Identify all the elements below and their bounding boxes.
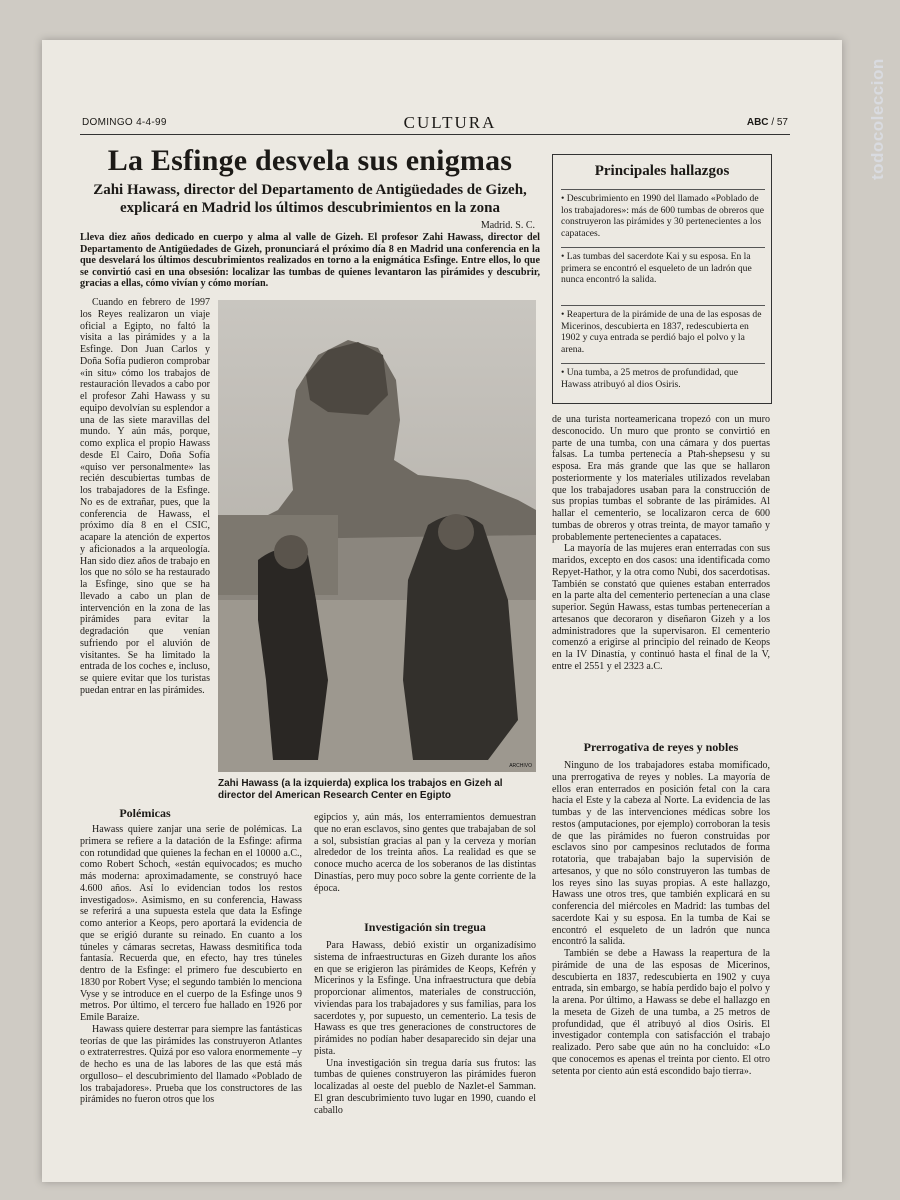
sidebar-divider [561, 189, 765, 190]
watermark-logo: todocoleccion [868, 58, 887, 180]
column-middle-lower [314, 940, 536, 1116]
photo-caption: Zahi Hawass (a la izquierda) explica los trabajos en Gizeh al director del American Research Center en Egipto [218, 778, 503, 801]
sidebar-title: Principales hallazgos [594, 163, 730, 179]
issue-date: DOMINGO 4-4-99 [82, 117, 167, 128]
polemicas-paragraph-1: Hawass quiere zanjar una serie de polémicas. La primera se refiere a la datación de la Esfinge: afirma con rotundidad que quienes la fechan en el 10000 a.C., como Robert Schoch, «están equivocados; es mucho más moderna: aproximadamente, se construyó hace 4.600 años. Así lo evidencian todos los restos investigados». Asimismo, en su conferencia, Hawass se referirá a una supuesta estela que data la Esfinge como anterior a Keops, pero aportará la evidencia de que se erigió durante su reinado. En cuanto a los túneles y cámaras secretas, Hawass desmitifica toda fantasía. Recuerda que, en efecto, hay tres túneles dentro de la Esfinge: el primero fue descubierto en 1830 por Robert Vyse; el segundo también lo menciona Vyse y se introduce en el cuerpo de la Esfinge unos 9 metros. Por último, el tercero fue hallado en 1926 por Emile Baraize. [80, 824, 302, 1023]
right-paragraph-1: de una turista norteamericana tropezó con un muro desconocido. Un muro que pronto se convirtió en parte de una tumba, con una cámara y dos puertas falsas. La tumba pertenecía a Ptah-shepsesu y su esposa. Era más grande que las que se hallaron posteriormente y los materiales utilizados revelaban que los trabajadores usaban para la construcción de sus propias tumbas el sobrante de las pirámides. Al hallar el cementerio, se localizaron cerca de 600 tumbas de obreros y otras treinta, de mayor tamaño y probablemente pertenecientes a capataces. [552, 414, 770, 543]
subhead-prerrogativa: Prerrogativa de reyes y nobles [583, 740, 739, 754]
sidebar-divider [561, 247, 765, 248]
header-rule [80, 134, 790, 135]
column-intro [80, 297, 210, 697]
sidebar-box [552, 154, 772, 404]
sidebar-item: • Las tumbas del sacerdote Kai y su esposa. En la primera se encontró el esqueleto de un ladrón que nunca encontró la salida. [561, 251, 752, 286]
lead-paragraph: Lleva diez años dedicado en cuerpo y alma al valle de Gizeh. El profesor Zahi Hawass, director del Departamento de Antigüedades de Gizeh, pronunciará el próximo día 8 en Madrid una conferencia en la que desvelará los últimos descubrimientos realizados en torno a la enigmática Esfinge. Entre ellos, lo que se convirtió casi en una obsesión: localizar las tumbas de quienes levantaron las pirámides y descubrir, gracias a ellas, cómo vivían y cómo morían. [80, 232, 540, 290]
middle-paragraph-2: Para Hawass, debió existir un organizadísimo sistema de infraestructuras en Gizeh durante los años en que se erigieron las pirámides de Keops, Kefrén y Micerinos y la Esfinge. Una infraestructura que debía proporcionar alimentos, materiales de construcción, viviendas para los trabajadores y sus familias, para los sacerdotes y, por supuesto, un cementerio. La tesis de Hawass es que tres generaciones de constructores de pirámides no podían haber desaparecido sin dejar una pista. [314, 940, 536, 1057]
sidebar-item: • Descubrimiento en 1990 del llamado «Poblado de los trabajadores»: más de 600 tumbas de obreros que construyeron las pirámides y 30 pertenecientes a los capataces. [561, 193, 765, 239]
subheadline: Zahi Hawass, director del Departamento de Antigüedades de Gizeh, explicará en Madrid los últimos descubrimientos en la zona [93, 182, 527, 216]
column-right [552, 414, 770, 673]
article-photo [218, 300, 536, 772]
headline: La Esfinge desvela sus enigmas [107, 144, 513, 177]
section-title: CULTURA [403, 113, 497, 132]
sidebar-item: • Una tumba, a 25 metros de profundidad, que Hawass atribuyó al dios Osiris. [561, 367, 739, 390]
sidebar-divider [561, 363, 765, 364]
brand-name: ABC [746, 117, 769, 128]
subhead-investigacion: Investigación sin tregua [364, 920, 486, 934]
photo-credit: ARCHIVO [509, 763, 532, 769]
right-paragraph-3: Ninguno de los trabajadores estaba momificado, una prerrogativa de reyes y nobles. La mayoría de ellos eran enterrados en posición fetal con la cara hacia el Este y la cabeza al Norte. La evidencia de las tumbas y de las intervenciones médicas sobre los restos (amputaciones, por ejemplo) corroboran la tesis de que las pirámides no fueron construidas por esclavos sino por campesinos reclutados de forma rotatoria, que trabajaban bajo la supervisión de artesanos, y que no sólo construyeron las tumbas de los reyes sino las suyas propias. A este hallazgo, Hawass une otros tres, que también explicará en su conferencia del miércoles en Madrid: las tumbas del sacerdote Kai y su esposa. En la tumba de Kai se encontró el esqueleto de un ladrón que nunca encontró la salida. [552, 760, 770, 948]
column-polemicas [80, 824, 302, 1106]
polemicas-paragraph-2: Hawass quiere desterrar para siempre las fantásticas teorías de que las pirámides las construyeron Atlantes o extraterrestres. Quizá por eso valora enormemente –y de hecho es una de las labores de las que está más orgulloso– el descubrimiento del llamado «Poblado de los trabajadores». Prueba que los constructores de las pirámides no fueron otros que los [80, 1023, 302, 1106]
sphinx-photo-illustration [218, 300, 536, 772]
sidebar-divider [561, 305, 765, 306]
right-paragraph-4: También se debe a Hawass la reapertura de la pirámide de una de las esposas de Micerinos, descubierta en 1837, redescubierta en 1902 y cuya entrada, sin embargo, se había perdido bajo el polvo y la arena. Por último, a Hawass se debe el hallazgo en la meseta de Gizeh de una tumba, a 25 metros de profundidad, que él atribuyó al dios Osiris. El investigador contempla con satisfacción el trabajo realizado. Pero sabe que aún no ha concluido: «Lo que conocemos es apenas el treinta por ciento. El otro setenta por ciento aún está escondido bajo tierra». [552, 948, 770, 1077]
byline: Madrid. S. C. [480, 220, 535, 231]
middle-paragraph-1: egipcios y, aún más, los enterramientos demuestran que no eran esclavos, sino gentes que trabajaban de sol a sol, subsistían gracias al pan y la cerveza y morían alrededor de los treinta años. La realidad es que se conoce mucho acerca de los soberanos de las distintas Dinastías, pero muy poco sobre la gente corriente de la época. [314, 812, 536, 894]
right-paragraph-2: La mayoría de las mujeres eran enterradas con sus maridos, excepto en dos casos: una identificada como Repyet-Hathor, y la otra como Nubi, dos sacerdotisas. También se constató que quienes estaban enterrados en la parte alta del cementerio pertenecían a una clase superior. Según Hawass, estas tumbas pertenecerían a artesanos que decoraron y diseñaron Gizeh y a los administradores que la supervisaron. El cementerio comenzó a erigirse al principio del reinado de Keops en la IV Dinastía, y continuó hasta el final de la V, entre el 2551 y el 2323 a.C. [552, 543, 770, 672]
sidebar-item: • Reapertura de la pirámide de una de las esposas de Micerinos, descubierta en 1837, redescubierta en 1902 y cuya entrada se perdió bajo el polvo y la arena. [561, 309, 762, 355]
page-label: / 57 [771, 117, 788, 128]
column-middle [314, 812, 536, 894]
page-number [747, 117, 788, 128]
subhead-polemicas: Polémicas [119, 806, 171, 820]
intro-paragraph: Cuando en febrero de 1997 los Reyes realizaron un viaje oficial a Egipto, no faltó la visita a las pirámides y a la Esfinge. Don Juan Carlos y Doña Sofía pudieron comprobar «in situ» cómo los trabajos de restauración llevados a cabo por el profesor Zahi Hawass y su equipo devolvían su esplendor a una de las siete maravillas del mundo. Y aún más, porque, como explica el propio Hawass desde El Cairo, Doña Sofía «quiso ver personalmente» las recién descubiertas tumbas de los trabajadores de la Esfinge. No es de extrañar, pues, que la conferencia de Hawass, el próximo día 8 en el CSIC, acapare la atención de expertos y aficionados a la arqueología. Han sido diez años de trabajo en los que no sólo se ha restaurado la Esfinge, sino que se ha llevado a cabo un plan de intervención en la zona de las pirámides para evitar la degradación que venían sufriendo por el aluvión de visitantes. Se ha limitado la entrada de los coches e, incluso, se quiere evitar que los turistas puedan entrar en las pirámides. [80, 297, 210, 696]
middle-paragraph-3: Una investigación sin tregua daría sus frutos: las tumbas de quienes construyeron las pirámides fueron localizadas al oeste del pueblo de Nazlet-el Samman. El gran descubrimiento tuvo lugar en 1990, cuando el caballo [314, 1057, 536, 1116]
column-right-lower [552, 760, 770, 1077]
